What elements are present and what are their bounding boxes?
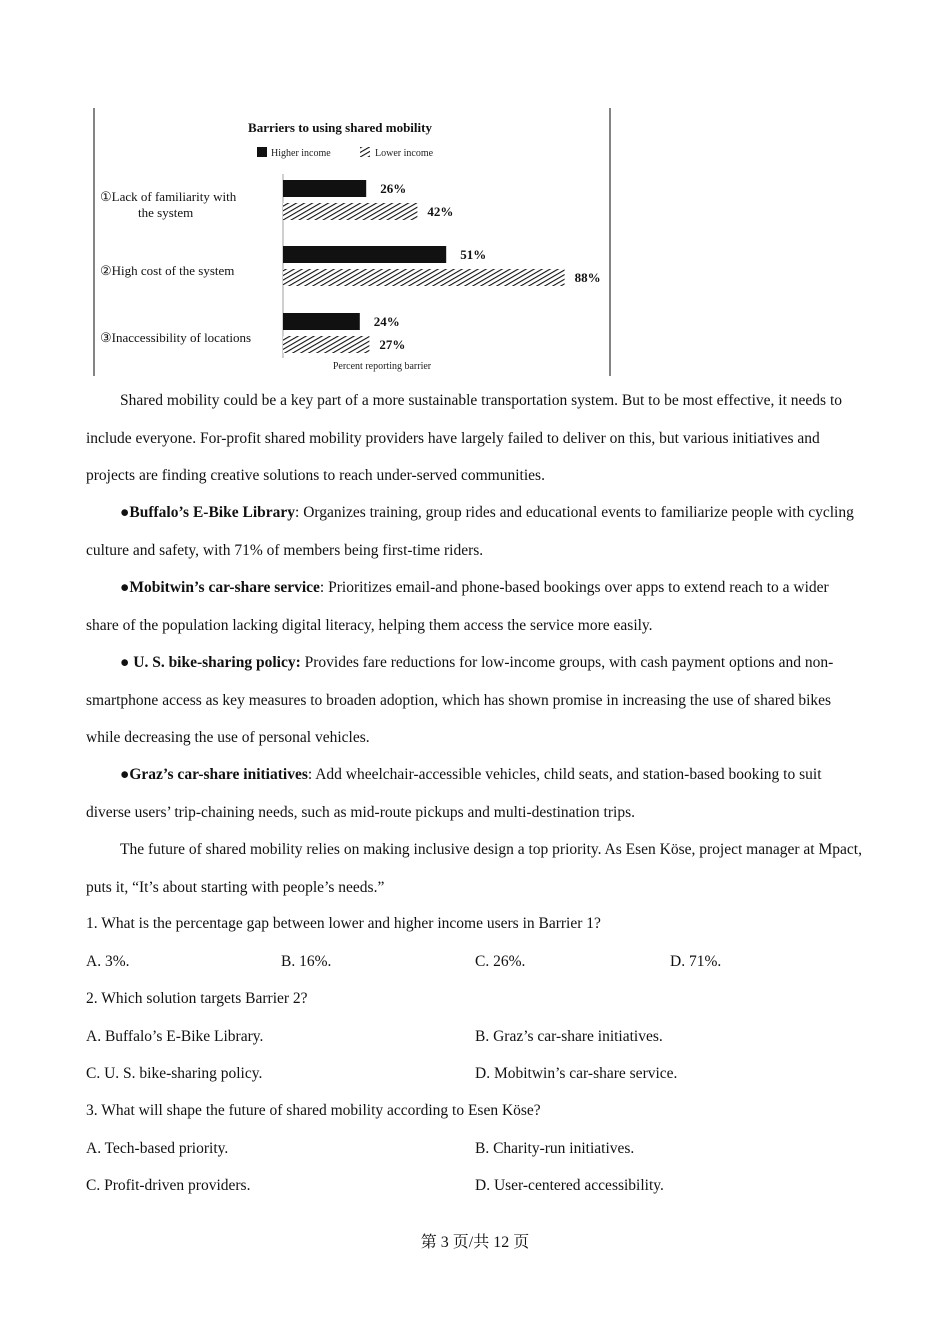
question-1-stem: 1. What is the percentage gap between lower and higher income users in Barrier 1? — [86, 915, 601, 932]
bullet-marker: ● — [120, 766, 130, 783]
data-label-lower-income: 42% — [427, 204, 454, 219]
data-label-lower-income: 27% — [379, 337, 406, 352]
data-label-higher-income: 26% — [380, 181, 407, 196]
legend-label-lower-income: Lower income — [375, 148, 434, 159]
question-2-option-b[interactable]: B. Graz’s car-share initiatives. — [475, 1028, 663, 1045]
question-3-option-a[interactable]: A. Tech-based priority. — [86, 1140, 229, 1157]
solution-text: : Prioritizes email-and phone-based bookings over apps to extend reach to a wider share of the population lacking digital literacy, helping them access the service more easily. — [86, 579, 829, 634]
legend-label-higher-income: Higher income — [271, 148, 331, 159]
category-label: ③Inaccessibility of locations — [100, 330, 252, 345]
solution-text: : Add wheelchair-accessible vehicles, child seats, and station-based booking to suit diverse users’ trip-chaining needs, such as mid-route pickups and multi-destination trips. — [86, 766, 822, 821]
legend-swatch-lower-income — [360, 147, 370, 157]
solution-item-buffalo — [86, 494, 864, 569]
legend-swatch-higher-income — [257, 147, 267, 157]
question-1-option-a[interactable]: A. 3%. — [86, 953, 130, 970]
bullet-marker: ● — [120, 654, 134, 671]
solution-item-mobitwin — [86, 569, 864, 644]
question-1-option-d[interactable]: D. 71%. — [670, 953, 722, 970]
solution-text: : Organizes training, group rides and educational events to familiarize people with cycling culture and safety, with 71% of members being first-time riders. — [86, 504, 854, 559]
question-3-option-c[interactable]: C. Profit-driven providers. — [86, 1177, 251, 1194]
solution-name: Buffalo’s E-Bike Library — [129, 504, 296, 521]
bar-higher-income — [283, 313, 360, 330]
solution-item-us-policy — [86, 644, 864, 757]
question-2-option-c[interactable]: C. U. S. bike-sharing policy. — [86, 1065, 263, 1082]
question-3-stem: 3. What will shape the future of shared mobility according to Esen Köse? — [86, 1102, 541, 1119]
chart-x-axis-label: Percent reporting barrier — [332, 361, 432, 372]
chart-title: Barriers to using shared mobility — [248, 120, 432, 135]
bar-higher-income — [283, 180, 366, 197]
question-3-option-d[interactable]: D. User-centered accessibility. — [475, 1177, 664, 1194]
solution-text: Provides fare reductions for low-income groups, with cash payment options and non-smartphone access as key measures to broaden adoption, which has shown promise in increasing the use of shared bikes while decreasing the use of personal vehicles. — [86, 654, 834, 746]
question-1-option-b[interactable]: B. 16%. — [281, 953, 332, 970]
bar-higher-income — [283, 246, 446, 263]
data-label-lower-income: 88% — [574, 270, 601, 285]
category-label: ①Lack of familiarity with the system — [100, 189, 237, 220]
question-1-option-c[interactable]: C. 26%. — [475, 953, 526, 970]
bar-lower-income — [283, 203, 417, 220]
question-2-option-d[interactable]: D. Mobitwin’s car-share service. — [475, 1065, 678, 1082]
question-3-option-b[interactable]: B. Charity-run initiatives. — [475, 1140, 635, 1157]
bullet-marker: ● — [120, 579, 130, 596]
solution-item-graz — [86, 756, 864, 831]
data-label-higher-income: 24% — [373, 314, 400, 329]
question-2-stem: 2. Which solution targets Barrier 2? — [86, 990, 308, 1007]
category-label: ②High cost of the system — [100, 263, 235, 278]
passage-conclusion: The future of shared mobility relies on making inclusive design a top priority. As Esen Köse, project manager at Mpact, puts it, “It’s about starting with people’s needs.” — [86, 841, 862, 896]
question-2-option-a[interactable]: A. Buffalo’s E-Bike Library. — [86, 1028, 264, 1045]
bullet-marker: ● — [120, 504, 130, 521]
data-label-higher-income: 51% — [460, 247, 487, 262]
barrier-chart-svg — [92, 108, 612, 376]
barrier-chart — [92, 108, 612, 376]
bar-lower-income — [283, 269, 565, 286]
page-footer: 第 3 页/共 12 页 — [420, 1234, 530, 1251]
bar-lower-income — [283, 336, 369, 353]
solution-name: Mobitwin’s car-share service — [129, 579, 320, 596]
passage-intro: Shared mobility could be a key part of a more sustainable transportation system. But to be most effective, it needs to include everyone. For-profit shared mobility providers have largely failed to deliver on this, but various initiatives and projects are finding creative solutions to reach under-served communities. — [86, 392, 843, 484]
solution-name: Graz’s car-share initiatives — [129, 766, 308, 783]
solution-name: U. S. bike-sharing policy: — [133, 654, 301, 671]
